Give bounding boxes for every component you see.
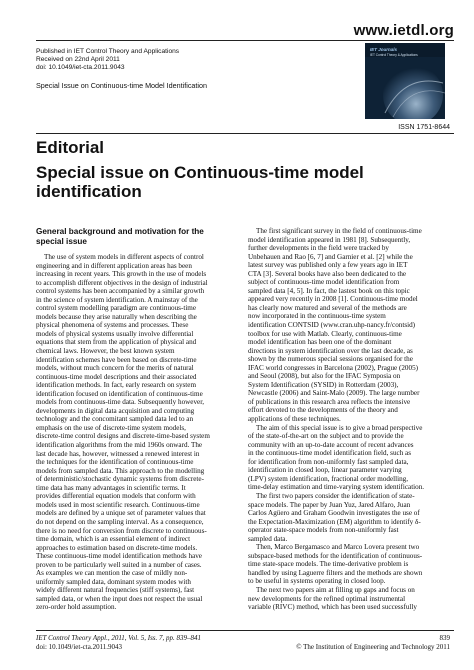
text-line: for identification from non-uniformly fast sampled data, bbox=[248, 457, 409, 466]
pub-journal-line: Published in IET Control Theory and Applications bbox=[36, 48, 180, 55]
text-line: zero-order hold assumption. bbox=[36, 603, 117, 612]
text-line: of deterministic/stochastic dynamic systems from discrete- bbox=[36, 475, 204, 484]
text-line: time data has many advantages in scientific terms. It bbox=[36, 483, 186, 492]
text-line: of publications in this research area reflects the intensive bbox=[248, 397, 411, 406]
text-line: proven to be particularly well suited in a number of cases. bbox=[36, 560, 202, 569]
pub-doi-line[interactable]: doi: 10.1049/iet-cta.2011.9043 bbox=[36, 64, 125, 71]
text-line: engineering and in different application areas has been bbox=[36, 261, 192, 270]
text-line: the Expectation-Maximization (EM) algorithm to identify δ- bbox=[248, 517, 421, 526]
section-heading-line-2: special issue bbox=[36, 236, 87, 246]
text-line: of the state-of-the-art on the subject and to provide the bbox=[248, 432, 404, 441]
text-line: The use of system models in different aspects of control bbox=[44, 253, 204, 261]
text-line: new developments for the refined optimal instrumental bbox=[248, 594, 406, 603]
cover-logo-text: IET Journals bbox=[370, 47, 398, 52]
text-line: subspace-based methods for the identification of continuous- bbox=[248, 551, 423, 560]
text-line: models from continuous-time data. Subsequently however, bbox=[36, 398, 205, 407]
text-line: identification algorithms from the mid 1960s onward. The bbox=[36, 441, 203, 450]
text-line: control system modelling paradigm are continuous-time bbox=[36, 304, 197, 313]
special-issue-label: Special Issue on Continuous-time Model Identification bbox=[36, 81, 207, 90]
title-line-2: identification bbox=[36, 182, 142, 201]
title-divider bbox=[36, 133, 454, 134]
paragraph bbox=[248, 227, 447, 424]
text-line: operator state-space models from non-uniformly fast bbox=[248, 526, 399, 535]
journal-cover-thumbnail bbox=[365, 43, 445, 119]
text-line: handled by using Laguerre filters and the methods are shown bbox=[248, 568, 423, 577]
issn-label: ISSN 1751-8644 bbox=[398, 124, 450, 131]
text-line: The aim of this special issue is to give a broad perspective bbox=[256, 423, 423, 432]
paragraph bbox=[248, 424, 447, 492]
text-line: identification in closed loop, linear parameter varying bbox=[248, 466, 402, 475]
article-type-label: Editorial bbox=[36, 138, 105, 157]
paragraph bbox=[248, 543, 447, 586]
text-line: uniformly sampled data, dominant system modes with bbox=[36, 577, 191, 586]
text-line: discrete-time control designs and discrete-time-based system bbox=[36, 432, 210, 441]
text-line: models from sampled data. This approach to the modelling bbox=[36, 466, 205, 475]
text-line: now incorporated in the continuous-time system bbox=[248, 312, 386, 321]
text-line: approaches to estimation based on discrete-time models. bbox=[36, 543, 198, 552]
text-line: identification CONTSID (www.cran.uhp-nancy.fr/contsid) bbox=[248, 321, 416, 330]
text-line: models used in most scientific research. Continuous-time bbox=[36, 500, 200, 509]
footer-right bbox=[296, 634, 450, 651]
text-line: technology and the concomitant sampled data led to an bbox=[36, 415, 194, 424]
text-line: directions in system identification over the last decade, as bbox=[248, 346, 413, 355]
text-line: time state-space models. The time-derivative problem is bbox=[248, 560, 409, 569]
text-line: in the science of system identification. A mainstay of the bbox=[36, 295, 198, 304]
text-line: further developments in the field were tracked by bbox=[248, 244, 389, 253]
text-line: Unbehauen and Rao [6, 7] and Garnier et al. [2] while the bbox=[248, 252, 413, 261]
pub-received-line: Received on 22nd April 2011 bbox=[36, 56, 120, 63]
text-line: sampled data, or when the input does not respect the usual bbox=[36, 594, 203, 603]
text-line: latest survey was published only a few years ago in IET bbox=[248, 261, 408, 270]
text-line: chemical laws. However, the best known system bbox=[36, 347, 175, 356]
text-line: developments in digital data acquisition and computing bbox=[36, 406, 195, 415]
text-line: models of physical systems usually involve differential bbox=[36, 329, 194, 338]
top-divider bbox=[36, 40, 454, 41]
text-line: System Identification (SYSID) in Rotterdam (2003), bbox=[248, 380, 399, 389]
page-number: 839 bbox=[439, 634, 450, 642]
text-line: has clearly now matured and several of the methods are bbox=[248, 303, 407, 312]
text-line: CTA [3]. Several books have also been dedicated to the bbox=[248, 269, 407, 278]
text-line: identification schemes have been based on discrete-time bbox=[36, 355, 197, 364]
footer-citation bbox=[36, 634, 201, 651]
text-line: models, without much concern for the merits of natural bbox=[36, 364, 194, 373]
text-line: increasing in recent years. This growth in the use of models bbox=[36, 270, 207, 279]
text-line: Newcastle (2006) and Saint-Malo (2009). The large number bbox=[248, 389, 420, 398]
text-line: applications of these techniques. bbox=[248, 415, 341, 424]
text-line: subject of continuous-time model identification from bbox=[248, 278, 400, 287]
text-line: time-delay estimation and time-varying system identification. bbox=[248, 483, 425, 492]
text-line: models because they arise naturally when describing the bbox=[36, 312, 197, 321]
text-line: sampled data [4, 5]. In fact, the lastest book on this topic bbox=[248, 286, 410, 295]
text-line: emphasis on the use of discrete-time system models, bbox=[36, 423, 186, 432]
text-line: These continuous-time model identification methods have bbox=[36, 552, 202, 561]
text-line: space models. The paper by Juan Yuz, Jared Alfaro, Juan bbox=[248, 500, 411, 509]
text-line: equations that stem from the application of physical and bbox=[36, 338, 197, 347]
text-line: physical phenomena of systems and processes. These bbox=[36, 321, 189, 330]
text-line: IFAC world congresses in Barcelona (2002), Prague (2005) bbox=[248, 363, 419, 372]
text-line: The first significant survey in the field of continuous-time bbox=[256, 227, 422, 235]
text-line: widely different natural frequencies (stiff systems), fast bbox=[36, 586, 195, 595]
text-line: models are defined by a unique set of parameter values that bbox=[36, 509, 206, 518]
text-line: variable (RIVC) method, which has been used successfully bbox=[248, 603, 417, 612]
text-line: Then, Marco Bergamasco and Marco Lovera present two bbox=[256, 543, 420, 552]
text-line: in the continuous-time model identification field, such as bbox=[248, 449, 412, 458]
text-line: sampled data. bbox=[248, 534, 288, 543]
text-line: model identification appeared in 1981 [8]. Subsequently, bbox=[248, 235, 411, 244]
page-title bbox=[36, 163, 456, 201]
cover-subtitle-text: IET Control Theory & Applications bbox=[370, 53, 418, 57]
footer-doi-line[interactable]: doi: 10.1049/iet-cta.2011.9043 bbox=[36, 642, 123, 651]
text-line: model identification has been one of the dominant bbox=[248, 338, 392, 347]
right-column-body bbox=[248, 227, 447, 612]
text-line: last decade has, however, witnessed a renewed interest in bbox=[36, 449, 200, 458]
paragraph bbox=[248, 586, 447, 612]
text-line: The next two papers aim at filling up gaps and focus on bbox=[256, 585, 415, 594]
text-line: to accomplish different objectives in the design of industrial bbox=[36, 278, 208, 287]
text-line: identification focused on identification of continuous-time bbox=[36, 389, 203, 398]
footer-journal-line: IET Control Theory Appl., 2011, Vol. 5, Iss. 7, pp. 839–841 bbox=[36, 634, 202, 642]
paragraph bbox=[248, 492, 447, 543]
footer-divider bbox=[36, 630, 454, 631]
left-column-body bbox=[36, 253, 236, 612]
text-line: and Seoul (2008), but also for the IFAC Symposia on bbox=[248, 372, 401, 381]
text-line: provides differential equation models that conform with bbox=[36, 492, 196, 501]
text-line: shown by the numerous special sessions organised for the bbox=[248, 355, 413, 364]
text-line: appeared very recently in 2008 [1]. Continuous-time model bbox=[248, 295, 418, 304]
text-line: effort devoted to the developments of the theory and bbox=[248, 406, 398, 415]
title-line-1: Special issue on Continuous-time model bbox=[36, 163, 364, 182]
text-line: there is no need for conversion from discrete to continuous- bbox=[36, 526, 207, 535]
text-line: As examples we can mention the case of mildly non- bbox=[36, 569, 188, 578]
text-line: time domain, which is an essential element of indirect bbox=[36, 535, 191, 544]
publication-info bbox=[36, 48, 179, 72]
text-line: toolbox for use with Matlab. Clearly, continuous-time bbox=[248, 329, 402, 338]
text-line: The first two papers consider the identification of state- bbox=[256, 491, 415, 500]
text-line: identification methods. In fact, early research on system bbox=[36, 381, 197, 390]
text-line: Carlos Agüero and Graham Goodwin investigates the use of bbox=[248, 509, 420, 518]
copyright-line: © The Institution of Engineering and Technology 2011 bbox=[296, 642, 450, 651]
text-line: the techniques for the identification of continuous-time bbox=[36, 458, 194, 467]
text-line: (LPV) system identification, fractional order modelling, bbox=[248, 474, 409, 483]
section-heading-line-1: General background and motivation for the bbox=[36, 227, 204, 236]
text-line: continuous-time model descriptions and their associated bbox=[36, 372, 197, 381]
site-url[interactable]: www.ietdl.org bbox=[353, 22, 454, 39]
text-line: control systems has been accompanied by a similar growth bbox=[36, 287, 205, 296]
text-line: community with an up-to-date account of recent advances bbox=[248, 440, 414, 449]
text-line: to be useful in systems operating in closed loop. bbox=[248, 577, 386, 586]
text-line: do not depend on the sampling interval. As a consequence, bbox=[36, 517, 204, 526]
section-heading bbox=[36, 227, 236, 246]
